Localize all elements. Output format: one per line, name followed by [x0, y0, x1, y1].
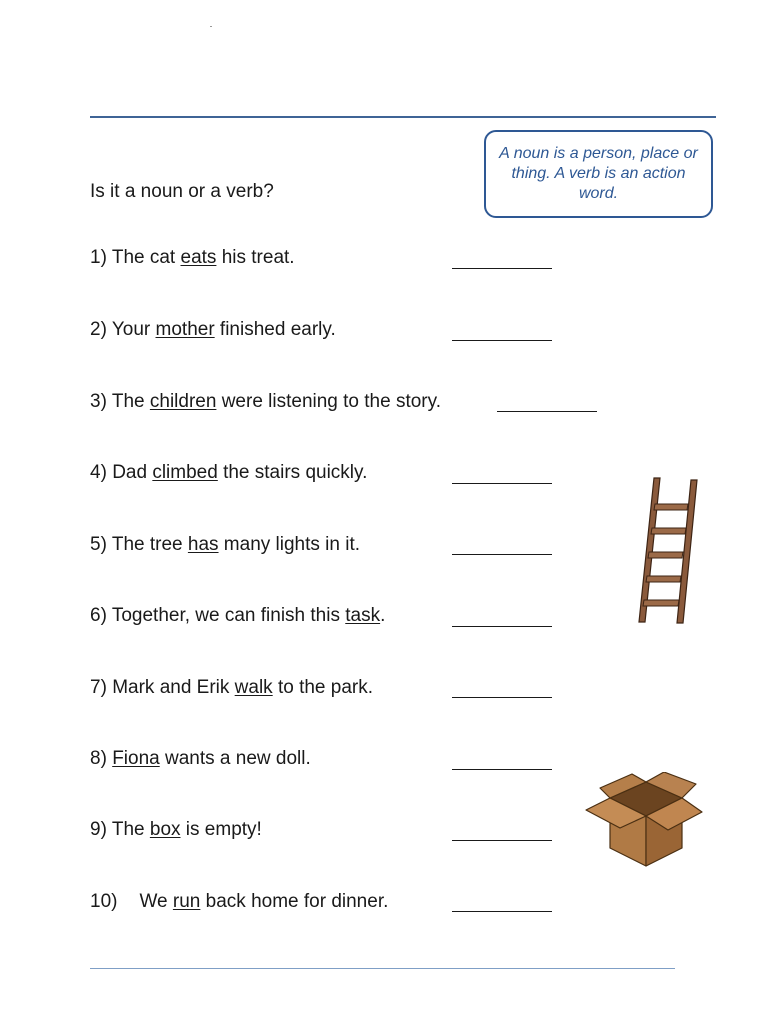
question-number: 5) — [90, 534, 107, 555]
question-5 — [90, 534, 360, 556]
question-text-after: back home for dinner. — [200, 891, 389, 912]
question-2 — [90, 319, 336, 341]
question-8 — [90, 748, 311, 770]
question-number: 8) — [90, 748, 107, 769]
answer-blank-4[interactable] — [452, 483, 552, 484]
question-text-before: Dad — [112, 462, 153, 483]
question-text-after: were listening to the story. — [216, 391, 442, 412]
question-10 — [90, 891, 388, 913]
question-text-before: We — [139, 891, 173, 912]
open-box-image — [584, 772, 704, 868]
question-text-after: is empty! — [180, 819, 262, 840]
top-divider — [90, 116, 716, 118]
question-text-before: Together, we can finish this — [111, 605, 346, 626]
question-text-before: The tree — [111, 534, 188, 555]
question-7 — [90, 677, 373, 699]
definition-text: A noun is a person, place or thing. A verb is an action word. — [499, 145, 698, 202]
answer-blank-6[interactable] — [452, 626, 552, 627]
target-word: task — [345, 605, 381, 626]
target-word: has — [187, 534, 219, 555]
question-text-after: finished early. — [214, 319, 336, 340]
question-9 — [90, 819, 262, 841]
question-text-after: many lights in it. — [218, 534, 361, 555]
target-word: Fiona — [112, 748, 160, 769]
question-text-after: wants a new doll. — [159, 748, 311, 769]
answer-blank-2[interactable] — [452, 340, 552, 341]
question-number: 3) — [90, 391, 107, 412]
question-text-after: to the park. — [272, 677, 374, 698]
question-number: 1) — [90, 247, 107, 268]
question-number: 2) — [90, 319, 107, 340]
question-text-after: the stairs quickly. — [217, 462, 368, 483]
question-number: 4) — [90, 462, 107, 483]
question-3 — [90, 391, 441, 413]
answer-blank-9[interactable] — [452, 840, 552, 841]
definition-box — [484, 130, 713, 218]
scan-mark — [210, 26, 212, 27]
answer-blank-8[interactable] — [452, 769, 552, 770]
ladder-image — [636, 474, 700, 626]
target-word: climbed — [152, 462, 218, 483]
question-text-after: his treat. — [216, 247, 295, 268]
target-word: run — [172, 891, 201, 912]
question-4 — [90, 462, 367, 484]
target-word: children — [149, 391, 217, 412]
question-text-before: The — [111, 391, 150, 412]
target-word: box — [149, 819, 181, 840]
question-number: 9) — [90, 819, 107, 840]
question-number: 7) — [90, 677, 107, 698]
question-text-after: . — [380, 605, 386, 626]
target-word: mother — [155, 319, 215, 340]
bottom-divider — [90, 968, 675, 969]
question-text-before: The cat — [111, 247, 181, 268]
question-number: 10) — [90, 891, 118, 912]
question-text-before: The — [111, 819, 150, 840]
answer-blank-1[interactable] — [452, 268, 552, 269]
target-word: eats — [180, 247, 217, 268]
target-word: walk — [234, 677, 273, 698]
answer-blank-3[interactable] — [497, 411, 597, 412]
question-6 — [90, 605, 385, 627]
answer-blank-7[interactable] — [452, 697, 552, 698]
question-1 — [90, 247, 295, 269]
answer-blank-10[interactable] — [452, 911, 552, 912]
question-text-before: Mark and Erik — [112, 677, 235, 698]
question-text-before: Your — [111, 319, 156, 340]
question-number: 6) — [90, 605, 107, 626]
answer-blank-5[interactable] — [452, 554, 552, 555]
worksheet-heading: Is it a noun or a verb? — [90, 181, 274, 202]
